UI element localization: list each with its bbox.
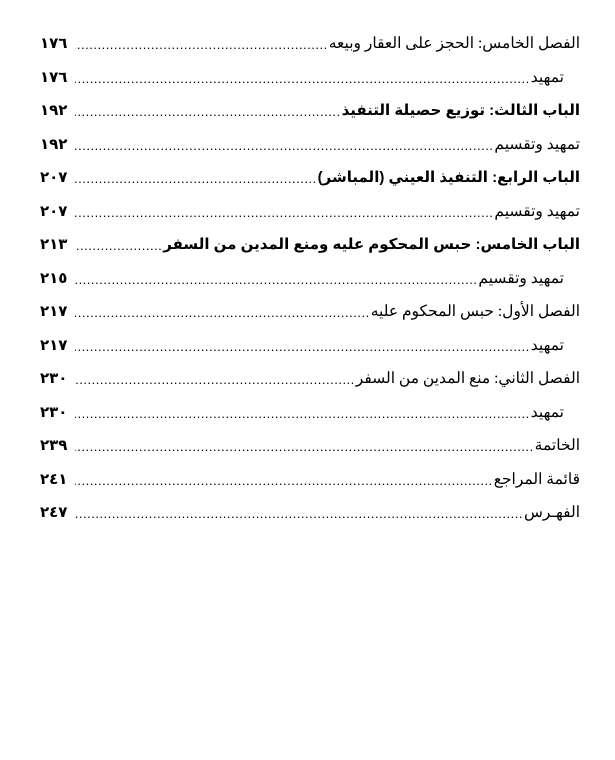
dot-leader <box>75 336 530 356</box>
table-of-contents <box>40 34 580 537</box>
toc-entry <box>40 202 580 236</box>
toc-entry-page-number: ٢١٥ <box>40 269 68 287</box>
toc-entry <box>40 68 580 102</box>
toc-entry-page-number: ٢٤١ <box>40 470 68 488</box>
dot-leader <box>75 369 355 389</box>
toc-entry-title: تمهيد <box>530 336 564 354</box>
toc-entry-page-number: ٢٠٧ <box>40 169 68 186</box>
toc-entry-page-number: ١٧٦ <box>40 68 68 86</box>
toc-entry <box>40 101 580 135</box>
toc-entry <box>40 168 580 202</box>
dot-leader <box>75 168 317 188</box>
toc-entry-title: الفهـرس <box>523 504 580 521</box>
toc-entry-title: تمهيد وتقسيم <box>494 135 580 153</box>
toc-entry-page-number: ١٩٢ <box>40 102 68 119</box>
toc-entry <box>40 269 580 303</box>
toc-entry-title: الخاتمة <box>534 437 580 454</box>
toc-entry-page-number: ٢١٧ <box>40 336 68 354</box>
dot-leader <box>75 436 534 456</box>
dot-leader <box>75 202 493 222</box>
toc-entry-title: الباب الخامس: حبس المحكوم عليه ومنع المدين من السفر <box>163 236 580 253</box>
dot-leader <box>75 101 341 121</box>
toc-entry-page-number: ٢٣٠ <box>40 370 68 387</box>
toc-entry <box>40 470 580 504</box>
toc-entry <box>40 135 580 169</box>
toc-entry-title: الفصل الثاني: منع المدين من السفر <box>355 370 580 387</box>
toc-entry <box>40 235 580 269</box>
dot-leader <box>75 302 370 322</box>
dot-leader <box>75 269 477 289</box>
toc-entry-page-number: ٢١٣ <box>40 236 68 253</box>
toc-entry-title: الباب الثالث: توزيع حصيلة التنفيذ <box>341 102 580 119</box>
toc-entry <box>40 369 580 403</box>
toc-entry-page-number: ٢٣٩ <box>40 437 68 454</box>
toc-entry-title: قائمة المراجع <box>493 470 580 488</box>
toc-entry <box>40 34 580 68</box>
toc-entry-title: تمهيد وتقسيم <box>478 269 564 287</box>
toc-entry-page-number: ١٧٦ <box>40 35 68 52</box>
dot-leader <box>75 470 493 490</box>
toc-entry <box>40 436 580 470</box>
toc-entry-page-number: ٢٠٧ <box>40 202 68 220</box>
toc-entry-page-number: ١٩٢ <box>40 135 68 153</box>
dot-leader <box>75 403 530 423</box>
dot-leader <box>75 68 530 88</box>
toc-entry-title: تمهيد <box>530 68 564 86</box>
toc-entry-page-number: ٢٣٠ <box>40 403 68 421</box>
toc-entry-title: تمهيد وتقسيم <box>494 202 580 220</box>
toc-entry-page-number: ٢١٧ <box>40 303 68 320</box>
toc-entry <box>40 302 580 336</box>
dot-leader <box>75 503 523 523</box>
toc-entry-page-number: ٢٤٧ <box>40 504 68 521</box>
toc-entry-title: الفصل الأول: حبس المحكوم عليه <box>370 303 580 320</box>
dot-leader <box>75 34 328 54</box>
toc-entry-title: الفصل الخامس: الحجز على العقار وبيعه <box>328 35 580 52</box>
toc-entry <box>40 403 580 437</box>
dot-leader <box>75 135 493 155</box>
dot-leader <box>75 235 162 255</box>
toc-entry-title: الباب الرابع: التنفيذ العيني (المباشر) <box>317 169 580 186</box>
toc-entry <box>40 503 580 537</box>
toc-entry <box>40 336 580 370</box>
toc-entry-title: تمهيد <box>530 403 564 421</box>
